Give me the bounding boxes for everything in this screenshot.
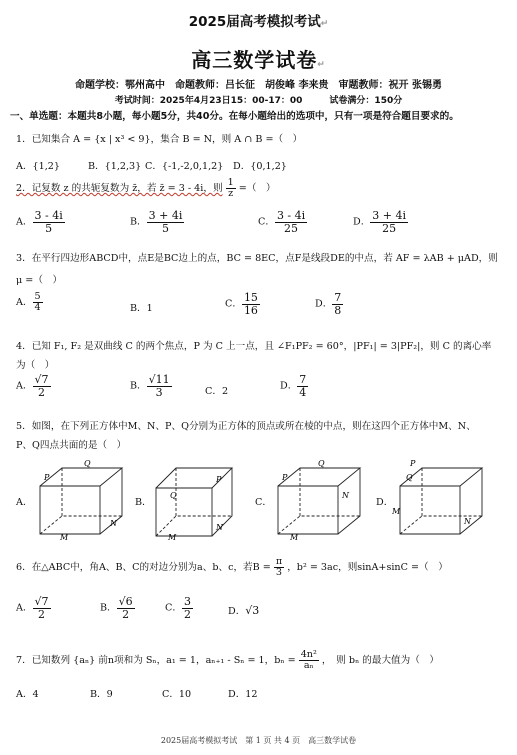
q4-option-b: B． $\frac{√11}{3}$: [130, 373, 170, 399]
q2-option-d: D． $\frac{3 + 4i}{25}$: [353, 209, 407, 235]
q4-option-d: D． $\frac{7}{4}$: [280, 373, 307, 399]
question-3-stem-cont: μ =（ ）: [16, 275, 63, 286]
authors-line: 命题学校：鄂州高中 命题教师：吕长征 胡俊峰 李来贵 审题教师：祝开 张锡勇: [75, 80, 442, 91]
q1-option-a: A．{1,2}: [16, 161, 60, 172]
question-3-stem: 3．在平行四边形ABCD中，点E是BC边上的点，BC = 8EC，点F是线段DE的中点，若 AF = λAB + μAD，则: [16, 253, 498, 264]
point-m-label: M: [290, 533, 299, 540]
q5-option-a-label: A．: [16, 497, 33, 508]
q3-option-b: B．1: [130, 303, 153, 314]
q7-option-a: A．4: [16, 689, 39, 700]
question-4-stem-cont: 为（ ）: [16, 360, 55, 371]
q6-option-b: B． $\frac{√6}{2}$: [100, 595, 133, 621]
point-q-label: Q: [318, 459, 325, 468]
point-m-label: M: [392, 507, 401, 516]
q5-option-c-label: C．: [255, 497, 272, 508]
paper-title: 高三数学试卷↵: [191, 48, 326, 72]
point-p-label: P: [216, 475, 222, 484]
point-n-label: N: [216, 523, 223, 532]
q2-option-b: B． $\frac{3 + 4i}{5}$: [130, 209, 183, 235]
question-1-stem: 1．已知集合 A = {x | x³ < 9}，集合 B = N，则 A ∩ B =（ ）: [16, 134, 303, 145]
point-q-label: Q: [406, 473, 413, 482]
q2-option-a: A． $\frac{3 - 4i}{5}$: [16, 209, 63, 235]
question-6-stem: 6．在△ABC中，角A、B、C的对边分别为a、b、c，若B = $\frac{\pi}{3}$ ，b² = 3ac，则sinA+sinC =（ ）: [16, 556, 448, 579]
question-5-stem-cont: P、Q四点共面的是（ ）: [16, 440, 127, 451]
q7-option-d: D．12: [228, 689, 258, 700]
q5-cube-c: [270, 458, 370, 540]
q1-option-d: D．{0,1,2}: [233, 161, 287, 172]
point-q-label: Q: [170, 491, 177, 500]
question-2-stem: 2．记复数 z 的共轭复数为 z̄，若 z̄ = 3 - 4i，则 $\frac{1}{z}$ =（ ）: [16, 177, 276, 200]
q5-option-b-label: B．: [135, 497, 152, 508]
section-heading: 一、单选题：本题共8小题，每小题5分，共40分。在每小题给出的选项中，只有一项是符合题目要求的。: [10, 111, 459, 122]
q5-option-d-label: D．: [376, 497, 394, 508]
q3-option-a: A． $\frac{5}{4}$: [16, 291, 41, 314]
q2-option-c: C． $\frac{3 - 4i}{25}$: [258, 209, 306, 235]
q3-option-c: C． $\frac{15}{16}$: [225, 291, 258, 317]
q4-option-a: A． $\frac{√7}{2}$: [16, 373, 49, 399]
point-n-label: N: [342, 491, 349, 500]
exam-time-line: 考试时间：2025年4月23日15：00-17：00 试卷满分：150分: [114, 96, 403, 106]
point-p-label: P: [282, 473, 288, 482]
q3-option-d: D． $\frac{7}{8}$: [315, 291, 342, 317]
q1-option-c: C．{-1,-2,0,1,2}: [145, 161, 224, 172]
question-5-stem: 5．如图，在下列正方体中M、N、P、Q分别为正方体的顶点或所在棱的中点，则在这四个正方体中M、N、: [16, 421, 476, 432]
exam-title: 2025届高考模拟考试↵: [188, 14, 329, 30]
q5-cube-a: [32, 458, 132, 540]
point-p-label: P: [44, 473, 50, 482]
q1-option-b: B．{1,2,3}: [88, 161, 142, 172]
point-n-label: N: [110, 519, 117, 528]
page-footer: 2025届高考模拟考试 第 1 页 共 4 页 高三数学试卷: [160, 736, 357, 745]
q6-option-a: A． $\frac{√7}{2}$: [16, 595, 49, 621]
point-q-label: Q: [84, 459, 91, 468]
q4-option-c: C．2: [205, 386, 229, 397]
question-7-stem: 7．已知数列 {aₙ} 前n项和为 Sₙ，a₁ = 1，aₙ₊₁ - Sₙ = 1，bₙ = $\frac{\text{4n²}}{\text{aₙ}}$ ， 则 bₙ 的最大值为（ ）: [16, 649, 440, 672]
point-m-label: M: [168, 533, 177, 540]
question-4-stem: 4．已知 F₁, F₂ 是双曲线 C 的两个焦点，P 为 C 上一点，且 ∠F₁PF₂ = 60°，|PF₁| = 3|PF₂|，则 C 的离心率: [16, 341, 492, 352]
point-m-label: M: [60, 533, 69, 540]
point-n-label: N: [464, 517, 471, 526]
q5-cube-d: [392, 458, 492, 540]
q5-cube-b: [150, 458, 242, 540]
point-p-label: P: [410, 459, 416, 468]
q7-option-b: B．9: [90, 689, 113, 700]
q7-option-c: C．10: [162, 689, 192, 700]
q6-option-c: C． $\frac{3}{2}$: [165, 595, 191, 621]
q6-option-d: D．√3: [228, 604, 260, 617]
